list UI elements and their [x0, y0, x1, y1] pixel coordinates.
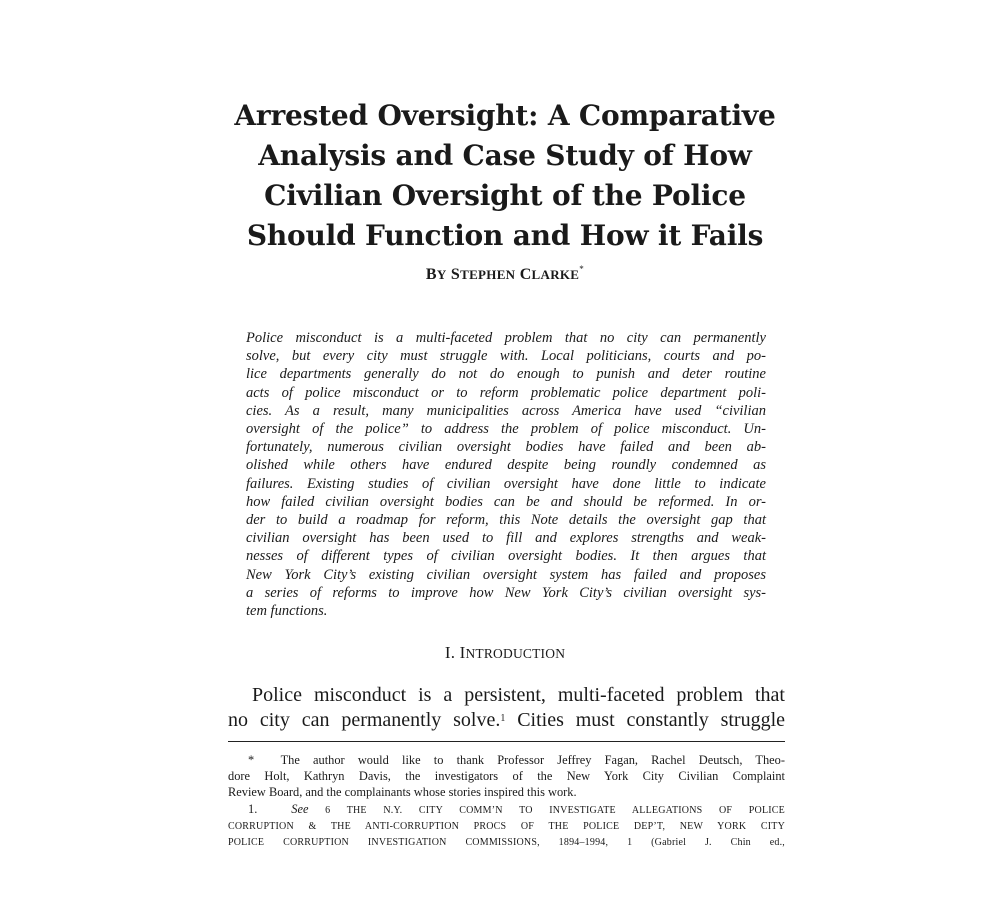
- author-first-initial: S: [450, 266, 461, 283]
- author-last-rest: LARKE: [531, 267, 580, 282]
- body-paragraph: [228, 683, 785, 733]
- footnote-star-line: dore Holt, Kathryn Davis, the investigators of the New York City Civilian Complaint: [228, 769, 785, 784]
- footnote-1-line: [228, 801, 785, 819]
- byline-prefix: B: [425, 266, 437, 283]
- abstract-line: oversight of the police” to address the problem of police misconduct. Un-: [246, 421, 766, 438]
- body-line-part: Cities must constantly struggle: [505, 709, 785, 731]
- abstract-line: tem functions.: [246, 603, 328, 620]
- footnote-star-mark: *: [248, 753, 255, 767]
- abstract-line: nesses of different types of civilian oversight bodies. It then argues that: [246, 548, 766, 565]
- footnotes: [228, 752, 785, 851]
- title-line: Should Function and How it Fails: [246, 219, 764, 252]
- footnote-ref-1[interactable]: 1: [500, 713, 506, 724]
- abstract-line: der to build a roadmap for reform, this Note details the oversight gap that: [246, 512, 766, 529]
- footnote-1-citation: 6 THE N.Y. CITY COMM’N TO INVESTIGATE ALLEGATIONS OF POLICE: [308, 804, 785, 816]
- title-line: Arrested Oversight: A Comparative: [234, 99, 776, 132]
- footnote-1-signal: See: [291, 801, 309, 816]
- author-footnote-mark: *: [579, 264, 585, 274]
- abstract-line: olished while others have endured despite being roundly condemned as: [246, 457, 766, 474]
- abstract-line: lice departments generally do not do enough to punish and deter routine: [246, 366, 766, 383]
- abstract-line: civilian oversight has been used to fill and explores strengths and weak-: [246, 530, 766, 547]
- body-line: [228, 708, 785, 733]
- author-first-rest: TEPHEN: [460, 267, 516, 282]
- body-line: Police misconduct is a persistent, multi-faceted problem that: [252, 684, 785, 706]
- section-number: I. I: [444, 643, 466, 662]
- title-line: Civilian Oversight of the Police: [264, 179, 746, 212]
- abstract: [246, 329, 766, 620]
- abstract-line: New York City’s existing civilian oversight system has failed and proposes: [246, 566, 766, 583]
- footnote-divider: [228, 741, 785, 742]
- body-line-part: no city can permanently solve.: [228, 709, 501, 731]
- abstract-line: Police misconduct is a multi-faceted problem that no city can permanently: [246, 330, 766, 346]
- footnote-star-line: [228, 752, 785, 768]
- footnote-1-line: POLICE CORRUPTION INVESTIGATION COMMISSIONS, 1894–1994, 1 (Gabriel J. Chin ed.,: [228, 837, 785, 849]
- footnote-1-line: CORRUPTION & THE ANTI-CORRUPTION PROCS OF THE POLICE DEP’T, NEW YORK CITY: [228, 820, 785, 832]
- abstract-line: a series of reforms to improve how New York City’s civilian oversight sys-: [246, 584, 766, 601]
- author-byline: [300, 266, 710, 284]
- footnote-star-text: The author would like to thank Professor Jeffrey Fagan, Rachel Deutsch, Theo-: [280, 753, 785, 767]
- section-title-smallcaps: NTRODUCTION: [465, 646, 566, 661]
- abstract-line: acts of police misconduct or to reform problematic police department poli-: [246, 384, 766, 401]
- footnote-1-number: 1.: [248, 801, 258, 816]
- abstract-line: fortunately, numerous civilian oversight bodies have failed and been ab-: [246, 439, 766, 456]
- abstract-line: cies. As a result, many municipalities across America have used “civilian: [246, 402, 766, 419]
- abstract-line: how failed civilian oversight bodies can be and should be reformed. In or-: [246, 493, 766, 510]
- author-last-initial: C: [519, 266, 532, 283]
- abstract-line: failures. Existing studies of civilian oversight have done little to indicate: [246, 475, 766, 492]
- section-heading-introduction: [330, 643, 680, 663]
- article-title: [200, 96, 810, 256]
- abstract-line: solve, but every city must struggle with. Local politicians, courts and po-: [246, 348, 766, 365]
- footnote-star-line: Review Board, and the complainants whose stories inspired this work.: [228, 785, 577, 800]
- byline-prefix-smallcaps: Y: [436, 267, 447, 282]
- title-line: Analysis and Case Study of How: [258, 139, 752, 172]
